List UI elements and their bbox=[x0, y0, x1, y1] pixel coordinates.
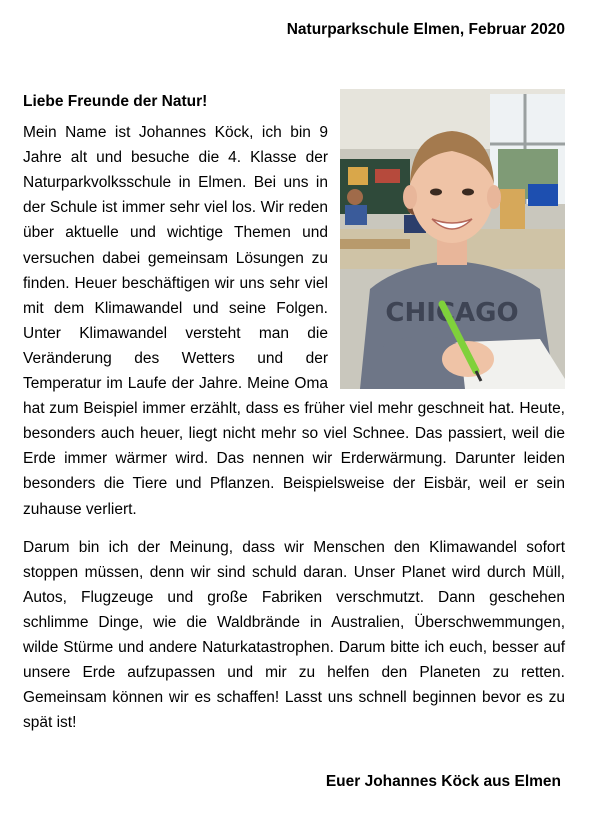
shirt-logo: CHICAGO bbox=[385, 298, 519, 328]
student-photo bbox=[340, 89, 565, 389]
letter-paragraph-2: Darum bin ich der Meinung, dass wir Menschen den Klimawandel sofort stoppen müssen, denn wir sind schuld daran. Unser Planet wird durch Müll, Autos, Flugzeuge und große Fabriken verschmutzt. Dann geschehen schlimme Dinge, wie die Waldbrände in Australien, Überschwemmungen, wilde Stürme und andere Naturkatastrophen. Darum bitte ich euch, besser auf unsere Erde aufzupassen und mir zu helfen den Planeten zu retten. Gemeinsam können wir es schaffen! Lasst uns schnell beginnen bevor es zu spät ist! bbox=[23, 538, 565, 732]
letter-signature: Euer Johannes Köck aus Elmen bbox=[325, 773, 561, 790]
letter-body bbox=[23, 89, 565, 735]
letter-greeting: Liebe Freunde der Natur! bbox=[23, 93, 208, 110]
letter-header: Naturparkschule Elmen, Februar 2020 bbox=[286, 21, 565, 38]
letter-paragraph-1: Mein Name ist Johannes Köck, ich bin 9 Jahre alt und besuche die 4. Klasse der Naturparkvolksschule in Elmen. Bei uns in der Schule ist immer sehr viel los. Wir reden über aktuelle und wichtige Themen und versuchen dabei gemeinsam Lösungen zu finden. Heuer beschäftigen wir uns sehr viel mit dem Klimawandel und seine Folgen. Unter Klimawandel versteht man die Veränderung des Wetters und der Temperatur im Laufe der Jahre. Meine Oma hat zum Beispiel immer erzählt, dass es früher viel mehr geschneit hat. Heute, besonders auch heuer, liegt nicht mehr so viel Schnee. Das passiert, weil die Erde immer wärmer wird. Das nennen wir Erderwärmung. Darunter leiden besonders die Tiere und Pflanzen. Beispielsweise der Eisbär, weil er sein zuhause verliert. bbox=[23, 124, 565, 518]
